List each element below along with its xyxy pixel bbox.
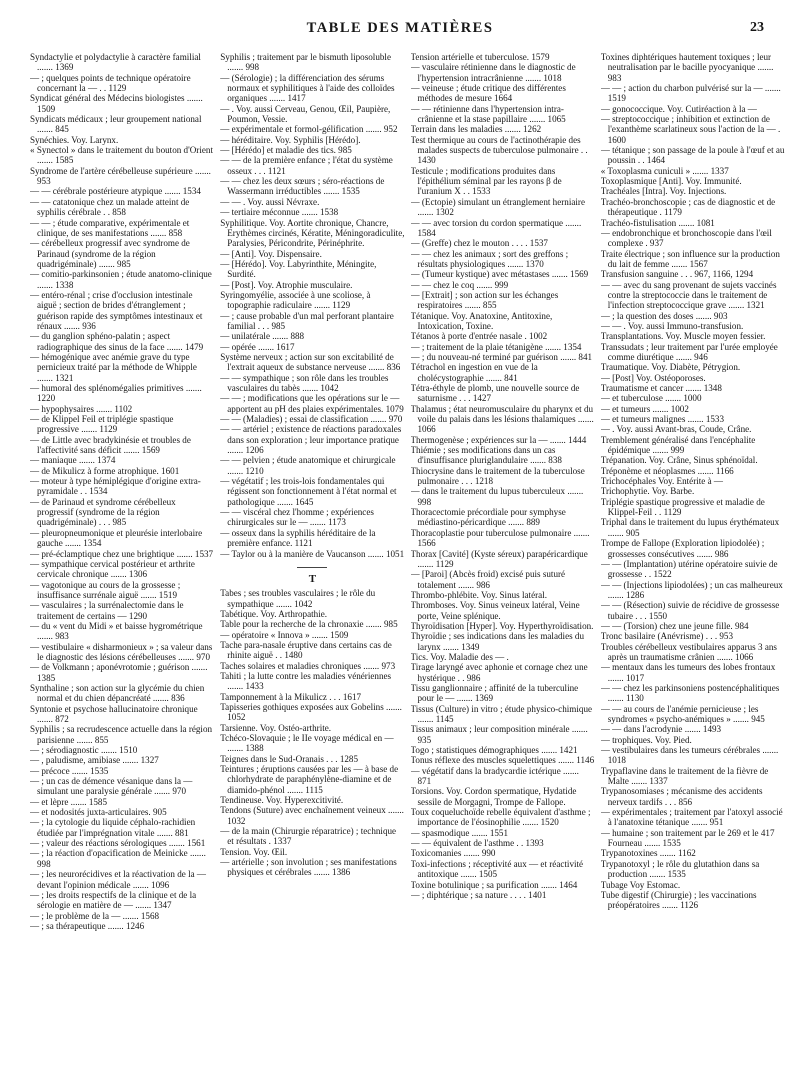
- index-entry: — — avec torsion du cordon spermatique ....... 1584: [410, 217, 582, 238]
- index-entry: — — (Maladies) ; essai de classification ....... 970: [220, 414, 403, 425]
- index-entry: — vasculaire rétinienne dans le diagnostic de l'hypertension intracrânienne ....... 1018: [410, 62, 576, 83]
- page-header: [30, 12, 770, 40]
- index-entry: — ; la réaction d'opacification de Meinicke ....... 998: [30, 848, 206, 869]
- index-entry: Tension artérielle et tuberculose. 1579: [410, 52, 550, 62]
- index-entry: — humoral des splénomégalies primitives ....... 1220: [30, 383, 202, 404]
- index-entry: — — (Torsion) chez une jeune fille. 984: [600, 620, 749, 631]
- index-entry: — ; traitement de la plaie tétanigène ....... 1354: [410, 341, 582, 352]
- index-entry: Tubage Voy Estomac.: [600, 879, 681, 890]
- index-entry: Système nerveux ; action sur son excitabilité de l'extrait aqueux de substance nerveuse ....... 836: [220, 351, 401, 373]
- index-entry: — pleuropneumonique et pleurésie interlobaire gauche ....... 1354: [30, 527, 203, 549]
- index-entry: — et lèpre ....... 1585: [30, 796, 108, 807]
- index-entry: Syphilis ; sa recrudescence actuelle dans la région parisienne ....... 855: [30, 724, 213, 745]
- index-entry: Tissu ganglionnaire ; affinité de la tuberculine pour le — ....... 1369: [410, 682, 579, 704]
- index-column-3: [411, 52, 595, 1072]
- index-entry: — — (Résection) suivie de récidive de grossesse tubaire . . . 1550: [600, 600, 780, 621]
- index-entry: Transsudats ; leur traitement par l'urée employée comme diurétique ....... 946: [600, 341, 778, 362]
- index-entry: Syphilitique. Voy. Aortite chronique, Chancre, Erythèmes circinés, Kératite, Méningoradiculite, Paralysies, Péricondrite, Périnéphrite.: [220, 217, 405, 249]
- index-entry: Toxine botulinique ; sa purification ....... 1464: [410, 879, 578, 890]
- index-entry: — — . Voy. aussi Névraxe.: [220, 196, 320, 207]
- index-entry: — veineuse ; étude critique des différentes méthodes de mesure 1664: [410, 83, 566, 104]
- index-entry: — — au cours de l'anémie pernicieuse ; les syndromes « psycho-anémiques » ....... 945: [600, 703, 765, 724]
- index-entry: — moteur à type hémiplégique d'origine extra-pyramidale . . 1534: [30, 476, 201, 497]
- index-entry: — ; les droits respectifs de la clinique et de la sérologie en matière de — ....... 1347: [30, 889, 197, 911]
- index-entry: — expérimentales ; traitement par l'atoxyl associé à l'anatoxine tétanique ....... 951: [600, 807, 783, 828]
- index-entry: Toxines diphtériques hautement toxiques ; leur neutralisation par le bacille pyocyanique ....... 983: [600, 52, 774, 83]
- index-entry: Test thermique au cours de l'actinothérapie des malades suspects de tuberculose pulmonaire . . 1430: [410, 134, 588, 166]
- index-entry: — — viscéral chez l'homme ; expériences chirurgicales sur le — ....... 1173: [220, 507, 374, 528]
- index-entry: — — ; modifications que les opérations sur le — apportent au pH des plaies expérimentales. 1079: [220, 393, 404, 414]
- index-entry: Thorax [Cavité] (Kyste séreux) parapéricardique ....... 1129: [410, 548, 588, 569]
- running-title: TABLE DES MATIÈRES: [306, 20, 494, 36]
- index-entry: — végétatif dans la bradycardie ictérique ....... 871: [410, 765, 579, 787]
- index-entry: Tamponnement à la Mikulicz . . . 1617: [220, 691, 362, 702]
- index-entry: — mentaux dans les tumeurs des lobes frontaux ....... 1017: [600, 662, 776, 683]
- index-entry: — . Voy. aussi Cerveau, Genou, Œil, Paupière, Poumon, Vessie.: [220, 103, 391, 125]
- index-entry: Synthaline ; son action sur la glycémie du chien normal et du chien dépancréaté ....... 836: [30, 682, 205, 704]
- index-entry: — entéro-rénal ; crise d'occlusion intestinale aiguë ; section de brides d'étranglement ; guérison rapide des symptômes intestinaux et rénaux ....... 936: [30, 289, 203, 331]
- index-entry: Terrain dans les maladies ....... 1262: [410, 124, 542, 135]
- index-entry: — héréditaire. Voy. Syphilis [Hérédo].: [220, 134, 361, 145]
- index-entry: Triplégie spastique progressive et maladie de Klippel-Feil . . 1129: [600, 496, 765, 518]
- index-entry: — ; quelques points de technique opératoire concernant la — . . 1129: [30, 72, 191, 94]
- index-entry: — ; diphtérique ; sa nature . . . . 1401: [410, 889, 547, 900]
- index-entry: Tendons (Suture) avec enchaînement veineux ....... 1032: [220, 805, 404, 826]
- index-entry: Tronc basilaire (Anévrisme) . . . 953: [600, 631, 734, 642]
- index-entry: Trypaflavine dans le traitement de la fièvre de Malte ....... 1337: [600, 765, 769, 787]
- index-entry: — [Post] Voy. Ostéoporoses.: [600, 372, 706, 383]
- index-entry: — de Parinaud et syndrome cérébelleux progressif (syndrome de la région quadrigéminale) . . . 985: [30, 496, 176, 528]
- index-entry: — ; un cas de démence vésanique dans la — simulant une paralysie générale ....... 970: [30, 776, 193, 797]
- index-entry: Tabétique. Voy. Arthropathie.: [220, 608, 328, 619]
- index-entry: — — artériel ; existence de réactions paradoxales dans son exploration ; leur importance pratique ....... 1206: [220, 424, 402, 456]
- index-entry: — de la main (Chirurgie réparatrice) ; technique et résultats . 1337: [220, 826, 397, 847]
- index-entry: Trachéo-fistulisation ....... 1081: [600, 217, 715, 228]
- index-entry: Tissus animaux ; leur composition minérale ....... 935: [410, 724, 588, 745]
- index-entry: Torsions. Voy. Cordon spermatique, Hydatide sessile de Morgagni, Trompe de Fallope.: [410, 786, 577, 807]
- index-entry: Traumatique. Voy. Diabète, Pétrygion.: [600, 362, 741, 373]
- index-entry: — [Post]. Voy. Atrophie musculaire.: [220, 279, 353, 290]
- index-entry: — et tumeurs ....... 1002: [600, 403, 689, 414]
- index-entry: « Toxoplasma cuniculi » ....... 1337: [600, 165, 729, 176]
- index-entry: Toxicomanies ....... 990: [410, 848, 496, 859]
- index-entry: Traite électrique ; son influence sur la production du lait de femme ....... 1567: [600, 248, 780, 269]
- index-entry: Traumatisme et cancer ....... 1348: [600, 383, 722, 393]
- index-entry: — ; valeur des réactions sérologiques ....... 1561: [30, 838, 206, 849]
- index-entry: Trichocéphales Voy. Entérite à —: [600, 476, 723, 487]
- index-entry: — précoce ....... 1535: [30, 765, 109, 776]
- section-letter: T: [308, 572, 317, 585]
- index-entry: — dans le traitement du lupus tuberculeux ....... 998: [410, 486, 584, 507]
- page-number: 23: [750, 20, 764, 35]
- index-column-2: [220, 52, 404, 1072]
- index-entry: — hypophysaires ....... 1102: [30, 403, 133, 414]
- index-entry: Tache para-nasale éruptive dans certains cas de rhinite aiguë . . 1480: [220, 639, 392, 661]
- index-entry: — (Greffe) chez le mouton . . . . 1537: [410, 238, 548, 249]
- index-entry: — du ganglion sphéno-palatin ; aspect radiographique des sinus de la face ....... 1479: [30, 331, 204, 352]
- index-entry: — (Sérologie) ; la différenciation des sérums normaux et syphilitiques à l'aide des colloïdes organiques ....... 1417: [220, 72, 395, 104]
- index-entry: — et nodosités juxta-articulaires. 905: [30, 807, 167, 818]
- index-entry: — [Anti]. Voy. Dispensaire.: [220, 248, 322, 259]
- index-entry: Thyroïdie ; ses indications dans les maladies du larynx ....... 1349: [410, 631, 585, 652]
- index-entry: Tréponème et néoplasmes ....... 1166: [600, 465, 734, 476]
- index-entry: Synéchies. Voy. Larynx.: [30, 134, 119, 145]
- index-entry: Tétanique. Voy. Anatoxine, Antitoxine, Intoxication, Toxine.: [410, 310, 553, 331]
- index-entry: — [Extrait] ; son action sur les échanges respiratoires ....... 855: [410, 289, 559, 311]
- index-entry: Troubles cérébelleux vestibulaires apparus 3 ans après un traumatisme crânien ....... 1066: [600, 641, 777, 662]
- index-entry: Tétra-éthyle de plomb, une nouvelle source de saturnisme . . . 1427: [410, 383, 580, 404]
- index-entry: — végétatif ; les trois-lois fondamentales qui régissent son fonctionnement à l'état normal et pathologique ....... 1645: [220, 476, 397, 507]
- index-entry: — vestibulaires dans les tumeurs cérébrales ....... 1018: [600, 745, 779, 766]
- index-entry: — spasmodique ....... 1551: [410, 827, 509, 838]
- index-entry: — — (Implantation) utérine opératoire suivie de grossesse . . 1522: [600, 558, 778, 580]
- index-entry: — Taylor ou à la manière de Vaucanson ....... 1051: [220, 548, 405, 559]
- index-entry: Transfusion sanguine . . . 967, 1166, 1294: [600, 269, 754, 280]
- index-entry: — tétanique ; son passage de la poule à l'œuf et au poussin . . 1464: [600, 145, 785, 166]
- index-entry: Tétanos à porte d'entrée nasale . 1002: [410, 331, 548, 342]
- index-entry: — (Ectopie) simulant un étranglement herniaire ....... 1302: [410, 196, 585, 218]
- index-entry: Tissus (Culture) in vitro ; étude physico-chimique ....... 1145: [410, 703, 593, 724]
- index-entry: — — cérébrale postérieure atypique ....... 1534: [30, 186, 201, 197]
- index-entry: — — chez les deux sœurs ; séro-réactions de Wassermann irréductibles ....... 1535: [220, 176, 385, 197]
- index-entry: Thoracoplastie pour tuberculose pulmonaire ....... 1566: [410, 527, 590, 549]
- index-entry: Syndicats médicaux ; leur groupement national ....... 845: [30, 114, 202, 135]
- index-entry: Trichophytie. Voy. Barbe.: [600, 486, 695, 497]
- index-entry: — sympathique cervical postérieur et arthrite cervicale chronique ....... 1306: [30, 558, 195, 580]
- index-entry: — du « vent du Midi » et baisse hygrométrique ....... 983: [30, 620, 203, 642]
- index-entry: Syntonie et psychose hallucinatoire chronique ....... 872: [30, 703, 198, 724]
- index-entry: Tube digestif (Chirurgie) ; les vaccinations préopératoires ....... 1126: [600, 889, 757, 911]
- index-entry: — trophiques. Voy. Pied.: [600, 734, 692, 745]
- index-entry: — de Volkmann ; aponévrotomie ; guérison ....... 1385: [30, 662, 208, 683]
- index-entry: — ; les neurorécidives et la réactivation de la — devant l'opinion médicale ....... 1096: [30, 869, 206, 890]
- index-entry: Triphal dans le traitement du lupus érythémateux ....... 905: [600, 517, 780, 538]
- index-entry: — et tuberculose ....... 1000: [600, 393, 702, 404]
- index-entry: — — catatonique chez un malade atteint de syphilis cérébrale . . 858: [30, 196, 190, 218]
- index-entry: Tabes ; ses troubles vasculaires ; le rôle du sympathique ....... 1042: [220, 588, 376, 609]
- index-entry: Trachéo-bronchoscopie ; cas de diagnostic et de thérapeutique . 1179: [600, 196, 776, 218]
- index-entry: Tension. Voy. Œil.: [220, 846, 288, 857]
- index-entry: Testicule ; modifications produites dans l'épithélium séminal par les rayons β de l'uranium X . . 1533: [410, 165, 562, 197]
- index-entry: « Synectol » dans le traitement du bouton d'Orient ....... 1585: [30, 145, 213, 166]
- index-entry: Thermogenèse ; expériences sur la — ....... 1444: [410, 434, 587, 445]
- index-entry: — hémogénique avec anémie grave du type pernicieux traité par la méthode de Whipple ....... 1321: [30, 351, 197, 383]
- index-column-4: [601, 52, 785, 1072]
- index-entry: Syndactylie et polydactylie à caractère familial ....... 1369: [30, 52, 201, 73]
- index-entry: — — (Injections lipiodolées) ; un cas malheureux ....... 1286: [600, 579, 783, 600]
- index-entry: Thiémie ; ses modifications dans un cas d'insuffisance pluriglandulaire ....... 838: [410, 445, 562, 466]
- index-entry: — [Hérédo] et maladie des tics. 985: [220, 145, 352, 156]
- index-entry: — opératoire « Innova » ....... 1509: [220, 629, 349, 640]
- index-entry: Thrombo-phlébite. Voy. Sinus latéral.: [410, 589, 547, 600]
- index-entry: — de Little avec bradykinésie et troubles de l'affectivité sans déficit ....... 1569: [30, 434, 191, 456]
- index-entry: Tarsienne. Voy. Ostéo-arthrite.: [220, 722, 332, 733]
- index-entry: — — équivalent de l'asthme . . 1393: [410, 838, 544, 849]
- index-entry: Tétrachol en ingestion en vue de la cholécystographie ....... 841: [410, 362, 538, 383]
- index-entry: — [Hérédo]. Voy. Labyrinthite, Méningite, Surdité.: [220, 258, 377, 280]
- index-entry: Syringomyélie, associée à une scoliose, à topographie radiculaire ....... 1129: [220, 289, 371, 311]
- index-entry: Tremblement généralisé dans l'encéphalite épidémique ....... 999: [600, 434, 756, 456]
- index-entry: — ; cause probable d'un mal perforant plantaire familial . . . 985: [220, 310, 394, 331]
- index-entry: Toux coqueluchoïde rebelle équivalent d'asthme ; importance de l'éosinophilie ....... 1520: [410, 807, 591, 828]
- index-entry: — vestibulaire « disharmonieux » ; sa valeur dans le diagnostic des lésions cérébelleuses ....... 970: [30, 641, 213, 662]
- index-entry: — ; sérodiagnostic ....... 1510: [30, 745, 138, 756]
- index-entry: — et tumeurs malignes ....... 1533: [600, 414, 725, 425]
- index-entry: — — de la première enfance ; l'état du système osseux . . . 1121: [220, 155, 393, 176]
- index-entry: — expérimentale et formol-gélification ....... 952: [220, 124, 398, 135]
- index-entry: — ; la cytologie du liquide céphalo-rachidien étudiée par l'imprégnation vitale ....... 881: [30, 817, 196, 838]
- index-entry: Trypanotoxines ....... 1162: [600, 848, 696, 859]
- index-entry: — — rétinienne dans l'hypertension intra-crânienne et la stase papillaire ....... 1065: [410, 103, 566, 125]
- index-entry: Trypanotoxyl ; le rôle du glutathion dans sa production ....... 1535: [600, 858, 760, 880]
- index-entry: — streptococcique ; inhibition et extinction de l'exanthème scarlatineux sous l'action de la — . 1600: [600, 114, 781, 145]
- index-entry: — — chez les parkinsoniens postencéphalitiques ....... 1130: [600, 682, 780, 704]
- index-entry: Thyroïdisation [Hyper]. Voy. Hyperthyroïdisation.: [410, 620, 594, 631]
- index-entry: — unilatérale ....... 888: [220, 331, 305, 342]
- index-entry: Trypanosomiases ; mécanisme des accidents nerveux tardifs . . . 856: [600, 786, 763, 807]
- index-entry: Thoracectomie précordiale pour symphyse médiastino-péricardique ....... 889: [410, 507, 566, 528]
- index-entry: Thromboses. Voy. Sinus veineux latéral, Veine porte, Veine splénique.: [410, 600, 580, 621]
- index-entry: — artérielle ; son involution ; ses manifestations physiques et cérébrales ....... 1386: [220, 857, 397, 878]
- index-entry: — ; le problème de la — ....... 1568: [30, 910, 160, 921]
- index-entry: — gonococcique. Voy. Cutiréaction à la —: [600, 103, 757, 114]
- index-entry: — vasculaires ; la surrénalectomie dans le traitement de certains — 1290: [30, 600, 184, 621]
- index-entry: Tchéco-Slovaquie ; le IIe voyage médical en — ....... 1388: [220, 733, 394, 754]
- index-entry: Syndicat général des Médecins biologistes ....... 1509: [30, 93, 203, 114]
- index-entry: — de Mikulicz à forme atrophique. 1601: [30, 465, 180, 476]
- index-entry: — humaine ; son traitement par le 269 et le 417 Fourneau ....... 1535: [600, 827, 775, 849]
- index-entry: — ; du nouveau-né terminé par guérison ....... 841: [410, 351, 593, 362]
- index-entry: — maniaque ....... 1374: [30, 455, 116, 466]
- index-entry: Syndrome de l'artère cérébelleuse supérieure ....... 953: [30, 165, 211, 187]
- index-entry: — — chez le coq ....... 999: [410, 279, 509, 290]
- index-entry: Tapisseries gothiques exposées aux Gobelins ....... 1052: [220, 701, 402, 723]
- index-entry: Tendineuse. Voy. Hyperexcitivité.: [220, 795, 344, 806]
- index-entry: Toxi-infections ; réceptivité aux — et réactivité antitoxique ....... 1505: [410, 858, 584, 880]
- index-column-1: [30, 52, 214, 1072]
- index-entry: — opérée ....... 1617: [220, 341, 295, 352]
- index-entry: — ; la question des doses ....... 903: [600, 310, 728, 321]
- index-entry: — cérébelleux progressif avec syndrome de Parinaud (syndrome de la région quadrigéminale) ....... 985: [30, 238, 190, 269]
- index-entry: Table pour la recherche de la chronaxie ....... 985: [220, 619, 398, 630]
- index-entry: Trépanation. Voy. Crâne, Sinus sphénoïdal.: [600, 455, 758, 466]
- index-entry: — — dans l'acrodynie ....... 1493: [600, 724, 722, 735]
- index-entry: — comitio-parkinsonien ; étude anatomo-clinique ....... 1338: [30, 269, 212, 290]
- section-divider: [297, 567, 327, 568]
- index-entry: Togo ; statistiques démographiques ....... 1421: [410, 745, 578, 756]
- index-entry: — ; sa thérapeutique ....... 1246: [30, 920, 145, 931]
- index-entry: — — avec du sang provenant de sujets vaccinés contre la streptococcie dans le traitement de l'infection streptococcique grave ....... 1321: [600, 279, 777, 311]
- index-entry: Syphilis ; traitement par le bismuth liposoluble ....... 998: [220, 52, 391, 73]
- index-entry: Tics. Voy. Maladie des — .: [410, 651, 509, 662]
- index-entry: Thalamus ; état neuromusculaire du pharynx et du voile du palais dans les lésions thalamiques ....... 1066: [410, 403, 594, 435]
- index-entry: — vagotonique au cours de la grossesse ; insuffisance surrénale aiguë ....... 1519: [30, 579, 181, 600]
- index-entry: Teintures ; éruptions causées par les — à base de chlorhydrate de paraphénylène-diamine et de diamido-phénol ....... 1115: [220, 764, 399, 795]
- index-entry: — — ; action du charbon pulvérisé sur la — ....... 1519: [600, 83, 781, 104]
- index-entry: — — pelvien ; étude anatomique et chirurgicale ....... 1210: [220, 455, 396, 476]
- index-entry: Toxoplasmique [Anti]. Voy. Immunité.: [600, 176, 742, 187]
- index-entry: — tertiaire méconnue ....... 1538: [220, 207, 339, 218]
- index-entry: — . Voy. aussi Avant-bras, Coude, Crâne.: [600, 424, 752, 435]
- index-entry: — — sympathique ; son rôle dans les troubles vasculaires du tabès ....... 1042: [220, 372, 389, 393]
- index-entry: Tirage laryngé avec aphonie et cornage chez une hystérique . . 986: [410, 662, 588, 683]
- index-entry: Transplantations. Voy. Muscle moyen fessier.: [600, 331, 766, 342]
- index-entry: Taches solaires et maladies chroniques ....... 973: [220, 660, 396, 671]
- index-entry: Trompe de Fallope (Exploration lipiodolée) ; grossesses consécutives ....... 986: [600, 538, 765, 559]
- index-entry: Thiocrysine dans le traitement de la tuberculose pulmonaire . . . 1218: [410, 465, 585, 487]
- index-entry: Tonus réflexe des muscles squelettiques ....... 1146: [410, 755, 595, 766]
- index-entry: — de Klippel Feil et triplégie spastique progressive ....... 1129: [30, 414, 174, 435]
- index-entry: — endobronchique et bronchoscopie dans l'œil complexe . 937: [600, 227, 772, 249]
- index-entry: — [Paroi] (Abcès froid) excisé puis suturé totalement ....... 986: [410, 569, 566, 590]
- index-entry: — — chez les animaux ; sort des greffons ; résultats physiologiques ....... 1370: [410, 248, 569, 269]
- index-entry: Trachéales [Intra]. Voy. Injections.: [600, 186, 727, 197]
- index-columns: [30, 52, 785, 1072]
- index-entry: — pré-éclamptique chez une brightique ....... 1537: [30, 548, 214, 559]
- index-entry: — — ; étude comparative, expérimentale et clinique, de ses manifestations ....... 858: [30, 217, 190, 238]
- index-entry: — , paludisme, amibiase ....... 1327: [30, 755, 159, 766]
- index-entry: Teignes dans le Sud-Oranais . . . 1285: [220, 753, 359, 764]
- index-entry: — osseux dans la syphilis héréditaire de la première enfance. 1121: [220, 527, 376, 549]
- index-entry: Tahiti ; la lutte contre les maladies vénériennes ....... 1433: [220, 670, 392, 692]
- index-entry: — (Tumeur kystique) avec métastases ....... 1569: [410, 269, 589, 280]
- index-entry: — — . Voy. aussi Immuno-transfusion.: [600, 320, 744, 331]
